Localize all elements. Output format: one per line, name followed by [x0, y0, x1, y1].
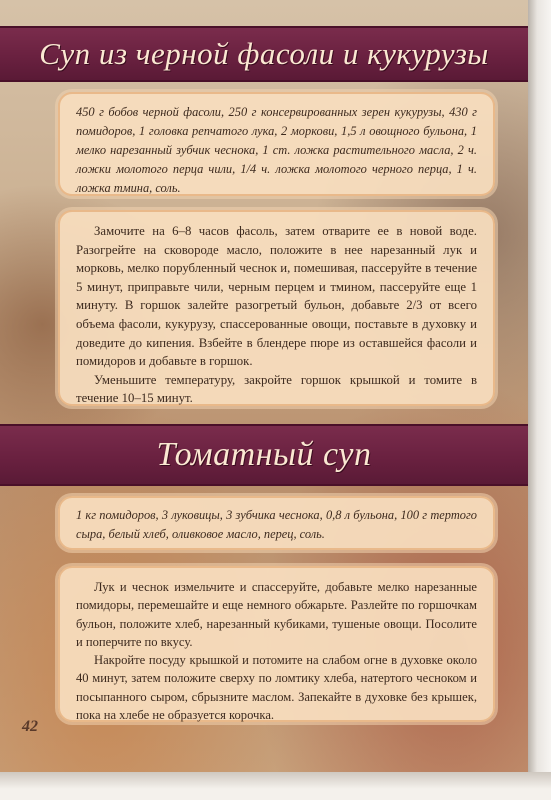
- recipe-2-step: Лук и чеснок измельчите и спассеруйте, добавьте мелко нарезанные помидоры, перемешайте и еще немного обжарьте. Разлейте по горшочкам бульон, положите хлеб, нарезанный кубиками, тушеные овощи. Посолите и поперчите по вкусу.: [76, 580, 477, 649]
- recipe-2-ingredients: 1 кг помидоров, 3 луковицы, 3 зубчика чеснока, 0,8 л бульона, 100 г тертого сыра, белый хлеб, оливковое масло, перец, соль.: [76, 508, 477, 541]
- page-edge: [528, 0, 551, 800]
- recipe-1-ingredients: 450 г бобов черной фасоли, 250 г консервированных зерен кукурузы, 430 г помидоров, 1 головка репчатого лука, 2 моркови, 1,5 л овощного бульона, 1 мелко нарезанный зубчик чеснока, 1 ст. ложка растительного масла, 2 ч. ложки молотого перца чили, 1/4 ч. ложка молотого черного перца, 1 ч. ложка тмина, соль.: [76, 105, 477, 195]
- recipe-1-method: [76, 222, 477, 408]
- recipe-1-method-panel: [58, 210, 495, 406]
- recipe-1-title: Суп из черной фасоли и кукурузы: [39, 36, 489, 71]
- page-number: 42: [22, 718, 38, 735]
- recipe-2-ingredients-panel: [58, 496, 495, 550]
- recipe-2-title: Томатный суп: [156, 436, 372, 473]
- recipe-2-step: Накройте посуду крышкой и потомите на слабом огне в духовке около 40 минут, затем положите сверху по ломтику хлеба, натертого чесноком и посыпанного сыром, сбрызните маслом. Запекайте в духовке без крышек, пока на хлебе не образуется корочка.: [76, 653, 477, 723]
- recipe-1-step: Уменьшите температуру, закройте горшок крышкой и томите в течение 10–15 минут.: [76, 372, 477, 406]
- recipe-2-method-panel: [58, 566, 495, 722]
- page-bottom-margin: [0, 772, 551, 800]
- recipe-2-method: [76, 578, 477, 724]
- recipe-1-title-banner: [0, 26, 528, 82]
- recipe-1-step: Замочите на 6–8 часов фасоль, затем отварите ее в новой воде. Разогрейте на сковороде масло, положите в нее нарезанный лук и морковь, мелко порубленный чеснок и, помешивая, пассеруйте в течение 5 минут, приправьте чили, черным перцем и тмином, пассеруйте еще 1 минуту. В горшок залейте разогретый бульон, добавьте 2/3 от всего объема фасоли, кукурузу, спассерованные овощи, поставьте в духовку и доведите до кипения. Взбейте в блендере пюре из оставшейся фасоли и помидоров и добавьте в горшок.: [76, 224, 477, 369]
- recipe-2-title-banner: [0, 424, 528, 486]
- recipe-1-ingredients-panel: [58, 92, 495, 196]
